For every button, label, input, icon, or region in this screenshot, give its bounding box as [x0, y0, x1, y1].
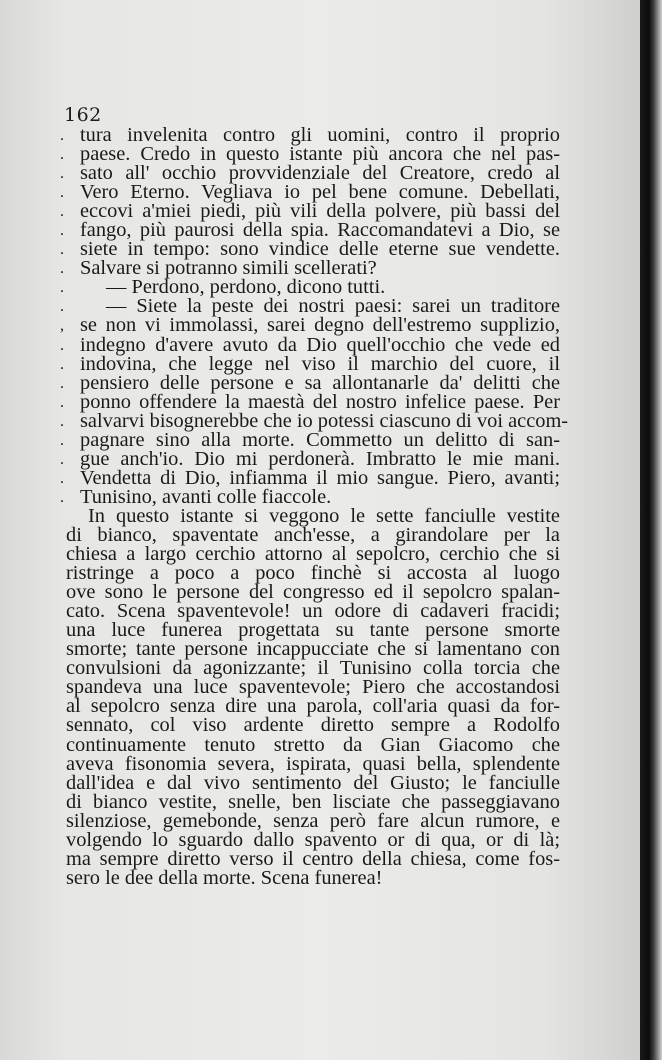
margin-mark: .	[60, 393, 64, 411]
line-text: eccovi a'miei piedi, più vili della polvere, più bassi del	[80, 200, 560, 223]
margin-mark: .	[60, 203, 64, 221]
line-text: fango, più paurosi della spia. Raccomandatevi a Dio, se	[80, 219, 560, 242]
margin-mark: .	[60, 241, 64, 259]
text-line	[60, 314, 560, 337]
text-line	[66, 733, 560, 756]
margin-mark: .	[60, 469, 64, 487]
line-text: siete in tempo: sono vindice delle eterne sue vendette.	[80, 238, 560, 261]
line-text: se non vi immolassi, sarei degno dell'estremo supplizio,	[80, 314, 560, 337]
line-text: Salvare si potranno simili scellerati?	[80, 257, 377, 280]
margin-mark: .	[60, 298, 64, 316]
text-line	[60, 409, 569, 432]
margin-mark: .	[60, 412, 64, 430]
line-text: ma sempre diretto verso il centro della chiesa, come fos-	[66, 847, 560, 870]
text-line	[66, 771, 560, 794]
margin-mark: .	[60, 336, 64, 354]
margin-mark: .	[60, 431, 64, 449]
margin-mark: .	[60, 184, 64, 202]
line-text: — Siete la peste dei nostri paesi: sarei un traditore	[106, 295, 560, 318]
margin-mark: .	[60, 127, 64, 144]
line-text: di bianco vestite, snelle, ben lisciate che passeggiavano	[66, 790, 560, 813]
line-text: aveva fisonomia severa, ispirata, quasi bella, splendente	[66, 752, 560, 775]
line-text: smorte; tante persone incappucciate che si lamentano con	[66, 638, 560, 661]
line-text: ristringe a poco a poco finchè si accosta al luogo	[66, 562, 560, 585]
line-text: paese. Credo in questo istante più ancora che nel pas-	[80, 143, 560, 166]
text-line	[66, 866, 560, 889]
text-line	[66, 790, 560, 813]
line-text: dall'idea e dal vivo sentimento del Giusto; le fanciulle	[66, 771, 560, 794]
line-text: — Perdono, perdono, dicono tutti.	[106, 276, 386, 299]
line-text: tura invelenita contro gli uomini, contro il proprio	[80, 124, 560, 146]
line-text: spandeva una luce spaventevole; Piero che accostandosi	[66, 676, 560, 699]
line-text: pensiero delle persone e sa allontanarle da' delitti che	[80, 371, 560, 394]
line-text: In questo istante si veggono le sette fanciulle vestite	[88, 504, 560, 527]
line-text: cato. Scena spaventevole! un odore di cadaveri fracidi;	[66, 600, 560, 623]
text-line	[66, 847, 560, 870]
text-line	[66, 828, 560, 851]
margin-mark: .	[60, 279, 64, 297]
line-text: sennato, col viso ardente diretto sempre a Rodolfo	[66, 714, 560, 737]
margin-mark: ,	[60, 317, 64, 335]
line-text: ove sono le persone del congresso ed il sepolcro spalan-	[66, 581, 560, 604]
line-text: sato all' occhio provvidenziale del Creatore, credo al	[80, 162, 560, 185]
text-line	[60, 352, 560, 375]
line-text: salvarvi bisognerebbe che io potessi ciascuno di voi accom-	[80, 409, 569, 432]
line-text: ponno offendere la maestà del nostro infelice paese. Per	[80, 390, 560, 413]
text-line	[60, 371, 560, 394]
text-line	[66, 809, 560, 832]
line-text: di bianco, spaventate anch'esse, a girandolare per la	[66, 523, 560, 546]
margin-mark: .	[60, 450, 64, 468]
line-text: Tunisino, avanti colle fiaccole.	[80, 485, 332, 508]
margin-mark: .	[60, 355, 64, 373]
line-text: gue anch'io. Dio mi perdonerà. Imbratto le mie mani.	[80, 447, 560, 470]
line-text: silenziose, gemebonde, senza però fare alcun rumore, e	[66, 809, 560, 832]
margin-mark: .	[60, 488, 64, 506]
text-line	[66, 752, 560, 775]
text-line	[60, 333, 560, 356]
book-spine	[640, 0, 662, 1060]
line-text: indovina, che legge nel viso il marchio del cuore, il	[80, 352, 560, 375]
line-text: chiesa a largo cerchio attorno al sepolcro, cerchio che si	[66, 543, 560, 566]
text-line	[66, 716, 560, 735]
margin-mark: .	[60, 165, 64, 183]
text-line	[60, 390, 560, 413]
line-text: indegno d'avere avuto da Dio quell'occhio che vede ed	[80, 333, 560, 356]
page-number: 162	[64, 104, 102, 126]
line-text: continuamente tenuto stretto da Gian Giacomo che	[66, 733, 560, 756]
text-line	[60, 428, 560, 451]
margin-mark: .	[60, 374, 64, 392]
margin-mark: .	[60, 222, 64, 240]
margin-mark: .	[60, 146, 64, 164]
line-text: convulsioni da agonizzante; il Tunisino colla torcia che	[66, 657, 560, 680]
line-text: Vendetta di Dio, infiamma il mio sangue. Piero, avanti;	[80, 466, 560, 489]
line-text: una luce funerea progettata su tante persone smorte	[66, 619, 560, 642]
text-line	[60, 447, 560, 470]
page-text	[60, 124, 569, 889]
line-text: sero le dee della morte. Scena funerea!	[66, 866, 383, 889]
line-text: volgendo lo sguardo dallo spavento or di qua, or di là;	[66, 828, 560, 851]
margin-mark: .	[60, 260, 64, 278]
line-text: Vero Eterno. Vegliava io pel bene comune. Debellati,	[80, 181, 560, 204]
line-text: al sepolcro senza dire una parola, coll'aria quasi da for-	[66, 695, 560, 718]
line-text: pagnare sino alla morte. Commetto un delitto di san-	[80, 428, 560, 451]
